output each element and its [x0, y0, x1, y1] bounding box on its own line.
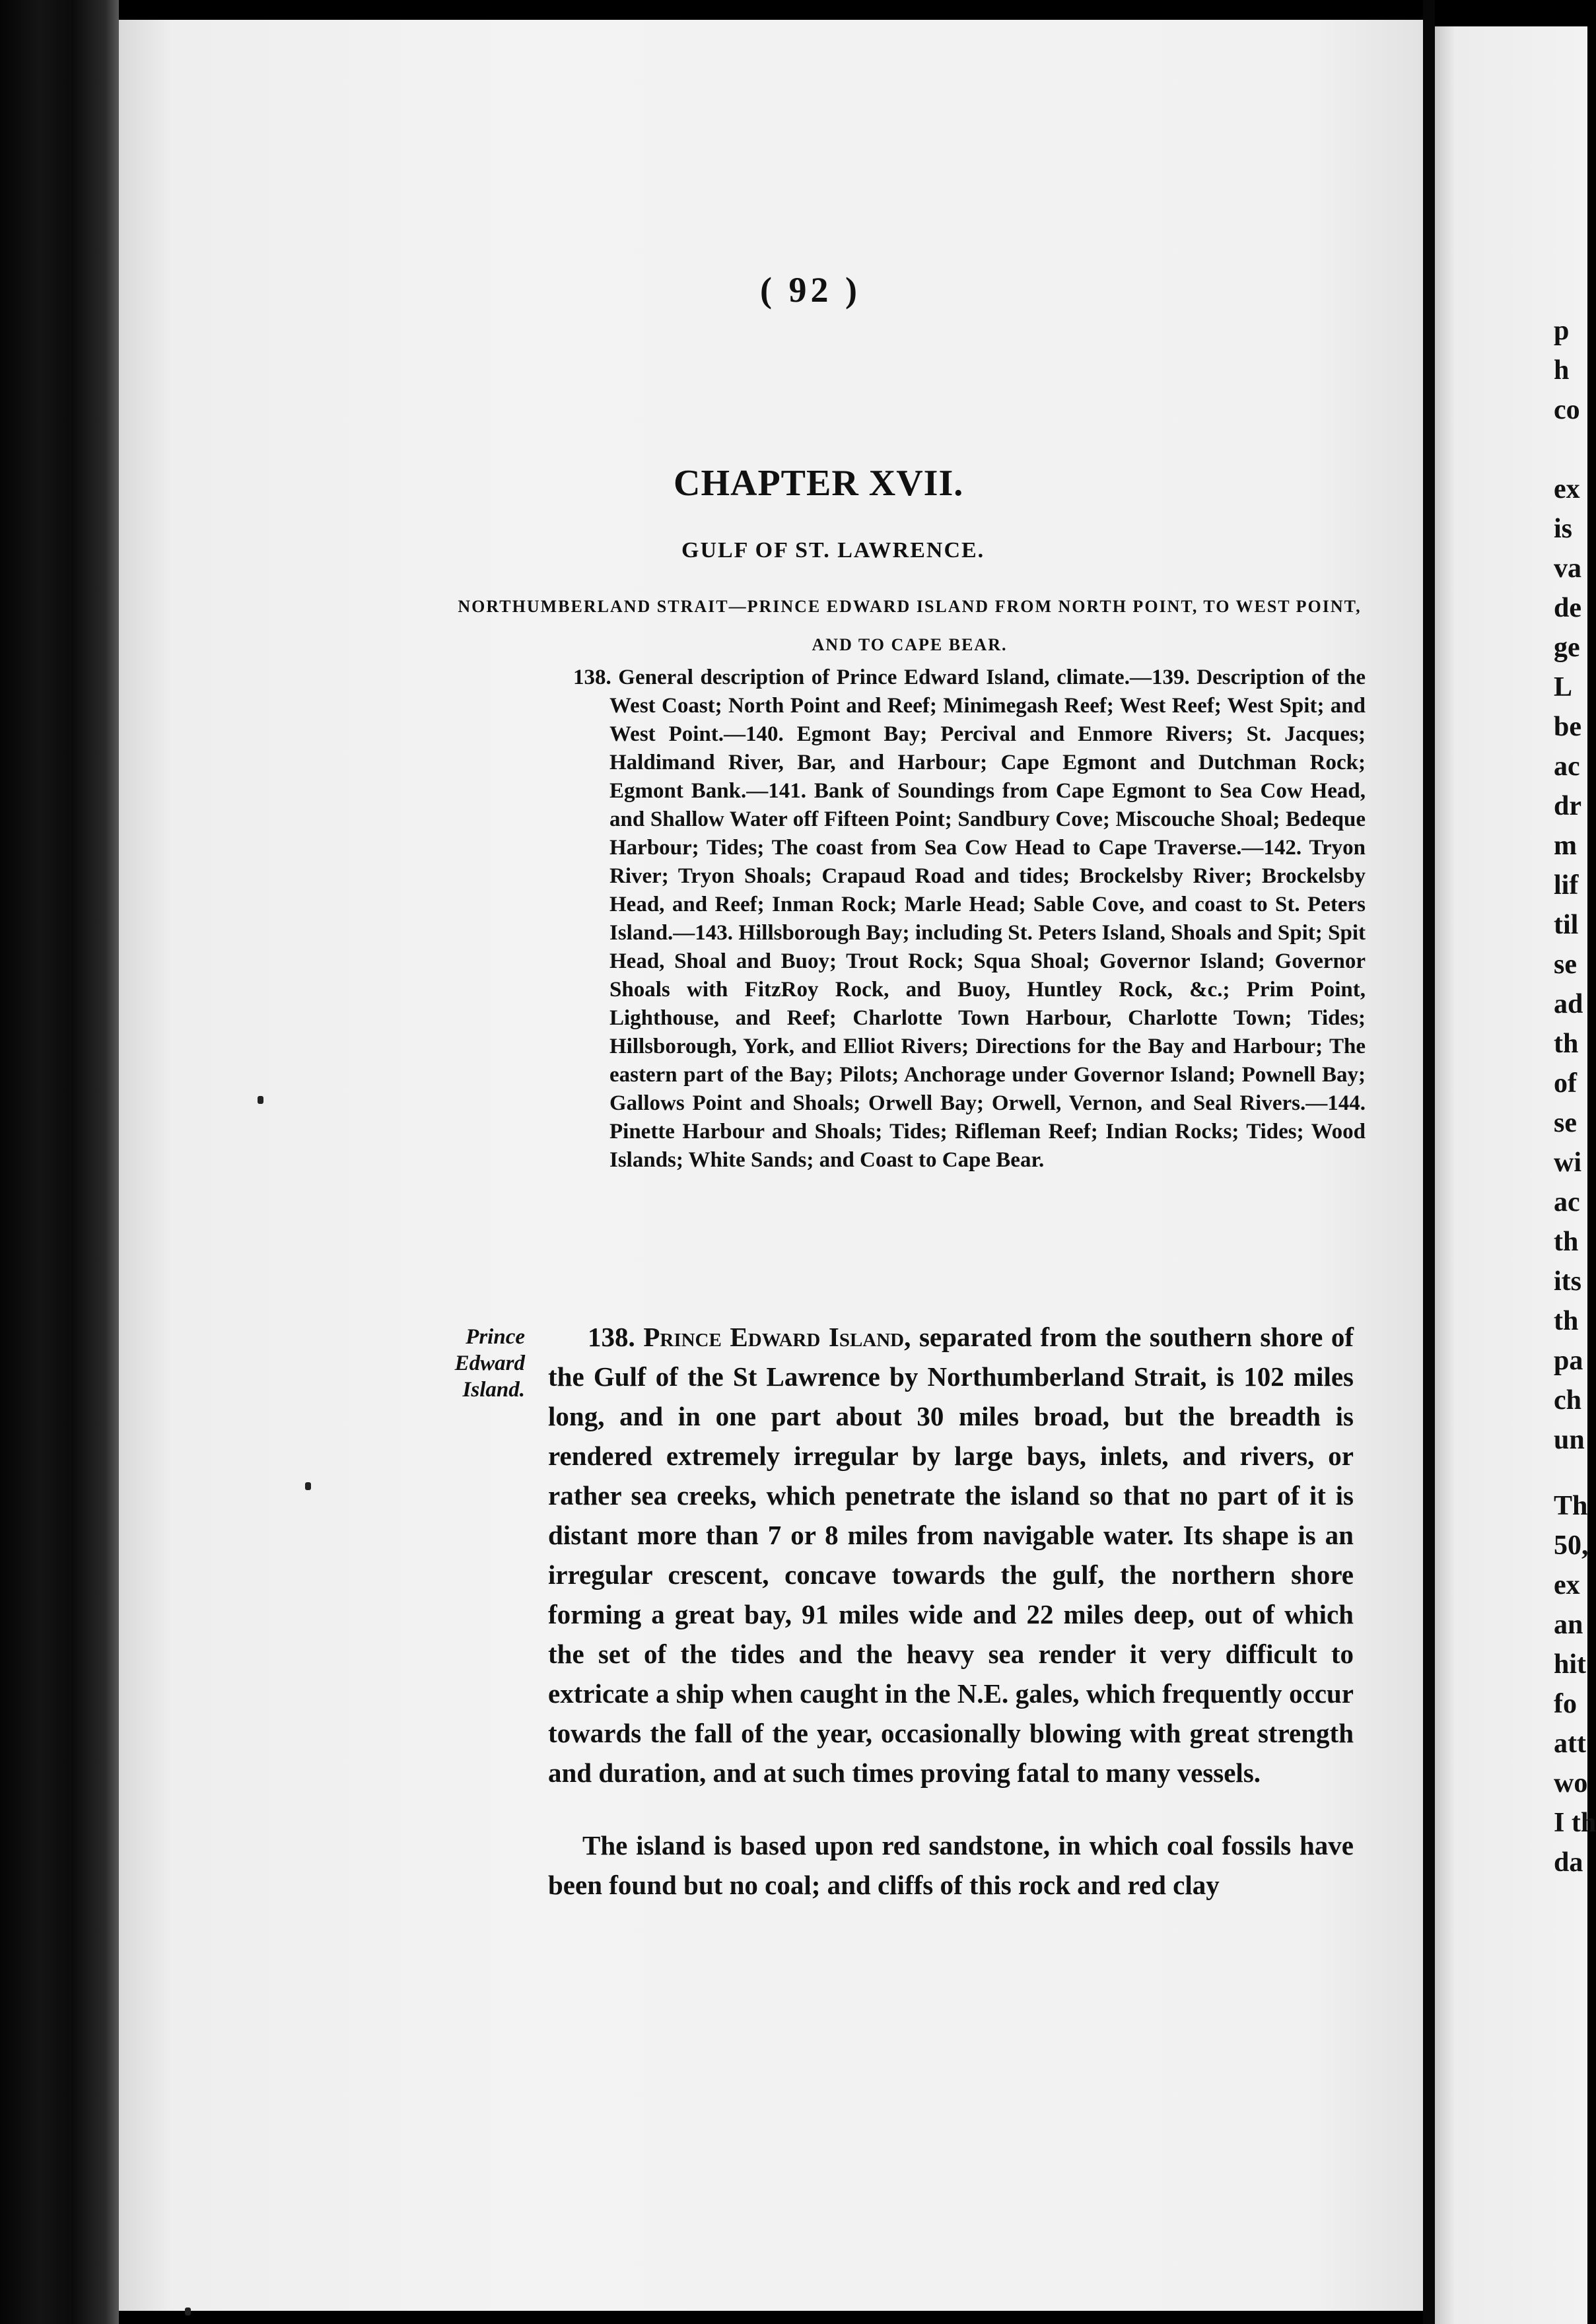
facing-page-fragment: un	[1554, 1425, 1585, 1455]
body-paragraph-2: The island is based upon red sandstone, in which coal fossils have been found but no coal; and cliffs of this rock and red clay	[548, 1830, 1354, 1900]
facing-page-fragment: Th	[1554, 1491, 1588, 1521]
page-number: ( 92 )	[760, 270, 861, 310]
chapter-summary: 138. General description of Prince Edward Island, climate.—139. Description of the West Coast; North Point and Reef; Minimegash Reef; West Reef; West Spit; and West Point.—140. Egmont Bay; Percival and Enmore Rivers; St. Jacques; Haldimand River, Bar, and Harbour; Cape Egmont and Dutchman Rock; Egmont Bank.—141. Bank of Soundings from Cape Egmont to Sea Cow Head, and Shallow Water off Fifteen Point; Sandbury Cove; Miscouche Shoal; Bedeque Harbour; Tides; The coast from Sea Cow Head to Cape Traverse.—142. Tryon River; Tryon Shoals; Crapaud Road and tides; Brockelsby River; Brockelsby Head, and Reef; Inman Rock; Marle Head; Sable Cove, and coast to St. Peters Island.—143. Hillsborough Bay; including St. Peters Island, Shoals and Spit; Spit Head, Shoal and Buoy; Trout Rock; Squa Shoal; Governor Island; Governor Shoals with FitzRoy Rock, and Buoy, Huntley Rock, &c.; Prim Point, Lighthouse, and Reef; Charlotte Town Harbour, Charlotte Town; Tides; Hillsborough, York, and Elliot Rivers; Directions for the Bay and Harbour; The eastern part of the Bay; Pilots; Anchorage under Governor Island; Pownell Bay; Gallows Point and Shoals; Orwell Bay; Orwell, Vernon, and Seal Rivers.—144. Pinette Harbour and Shoals; Tides; Rifleman Reef; Indian Rocks; Tides; Wood Islands; White Sands; and Coast to Cape Bear.	[573, 666, 1366, 1172]
facing-page-fragment: se	[1554, 1108, 1577, 1138]
facing-page-fragment: ac	[1554, 1187, 1580, 1217]
chapter-title: CHAPTER XVII.	[674, 463, 964, 504]
book-edge	[0, 0, 119, 2324]
subsection-title: NORTHUMBERLAND STRAIT—PRINCE EDWARD ISLAND FROM NORTH POINT, TO WEST POINT, AND TO CAPE BEAR.	[458, 597, 1362, 654]
facing-page-fragment: 50,	[1554, 1530, 1589, 1561]
facing-page-fragment: hit	[1554, 1649, 1587, 1680]
page-gutter	[1423, 0, 1435, 2324]
ink-speck	[185, 2307, 191, 2315]
facing-page-fragment: dr	[1554, 791, 1581, 821]
facing-page-fragment: ex	[1554, 474, 1580, 504]
facing-page-fragment: ex	[1554, 1570, 1580, 1600]
facing-page-fragment: I th	[1554, 1808, 1596, 1838]
facing-page-fragment: til	[1554, 910, 1579, 940]
facing-page-fragment: da	[1554, 1847, 1583, 1878]
facing-page	[1435, 26, 1596, 2324]
facing-page-fragment: p	[1554, 316, 1570, 346]
facing-page-fragment: th	[1554, 1306, 1579, 1336]
facing-page-fragment: se	[1554, 949, 1577, 980]
facing-page-fragment: L	[1554, 672, 1573, 702]
facing-page-fragment: ch	[1554, 1385, 1581, 1416]
facing-page-fragment: th	[1554, 1227, 1579, 1257]
paragraph-number: 138.	[588, 1322, 644, 1352]
facing-page-fragment: pa	[1554, 1346, 1583, 1376]
facing-page-fragment: va	[1554, 553, 1581, 584]
facing-page-fragment: be	[1554, 712, 1581, 742]
facing-page-fragment: co	[1554, 395, 1580, 425]
margin-note: Prince Edward Island.	[454, 1325, 525, 1402]
facing-page-fragment: ad	[1554, 989, 1583, 1019]
body-paragraph-1	[548, 1317, 1354, 1793]
ink-speck	[258, 1096, 263, 1104]
facing-page-fragment: att	[1554, 1728, 1586, 1759]
paragraph-lead: Prince Edward Island	[643, 1322, 905, 1352]
ink-speck	[305, 1482, 311, 1490]
paragraph-text: , separated from the southern shore of the Gulf of the St Lawrence by Northumberland Strait, is 102 miles long, and in one part about 30 miles broad, but the breadth is rendered extremely irregular by large bays, inlets, and rivers, or rather sea creeks, which penetrate the island so that no part of it is distant more than 7 or 8 miles from navigable water. Its shape is an irregular crescent, concave towards the gulf, the northern shore forming a great bay, 91 miles wide and 22 miles deep, out of which the set of the tides and the heavy sea render it very difficult to extricate a ship when caught in the N.E. gales, which frequently occur towards the fall of the year, occasionally blowing with great strength and duration, and at such times proving fatal to many vessels.	[548, 1322, 1354, 1788]
facing-page-fragment: is	[1554, 514, 1573, 544]
section-title: GULF OF ST. LAWRENCE.	[681, 538, 985, 563]
facing-page-fragment: lif	[1554, 870, 1579, 901]
facing-page-fragment: de	[1554, 593, 1581, 623]
facing-page-fragment: m	[1554, 831, 1577, 861]
facing-page-fragment: ge	[1554, 632, 1580, 663]
facing-page-fragment: ac	[1554, 751, 1580, 782]
facing-page-fragment: th	[1554, 1029, 1579, 1059]
facing-page-fragment: wi	[1554, 1147, 1581, 1178]
facing-page-fragment: h	[1554, 355, 1570, 386]
facing-page-fragment: wo	[1554, 1768, 1588, 1798]
scanned-page	[119, 20, 1423, 2311]
facing-page-fragment: fo	[1554, 1689, 1577, 1719]
facing-page-fragment: an	[1554, 1610, 1583, 1640]
facing-page-fragment: of	[1554, 1068, 1577, 1099]
facing-page-fragment: its	[1554, 1266, 1581, 1297]
